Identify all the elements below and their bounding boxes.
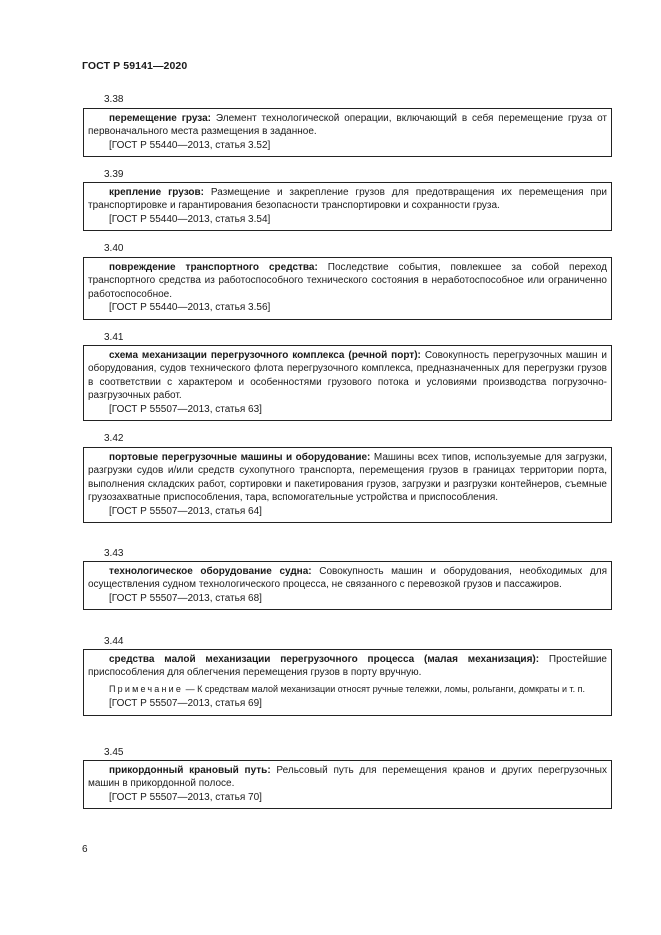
entry-number: 3.41 [104,332,124,343]
term-source: [ГОСТ Р 55507—2013, статья 64] [109,505,262,517]
term-entry [83,108,612,157]
term-entry [83,257,612,320]
term-text: Машины всех типов, используемые для загрузки, разгрузки судов и/или средств сухопутного транспорта, перемещения грузов в границах территории порта, выполнения складских работ, сортировки и пакетирования грузов, загрузки и разгрузки контейнеров, съемные грузозахватные приспособления, тара, вспомогательные устройства и приспособления. [88,452,607,504]
entry-number: 3.38 [104,94,124,105]
term-definition [88,349,607,403]
term-source: [ГОСТ Р 55507—2013, статья 69] [109,698,262,710]
term-source: [ГОСТ Р 55507—2013, статья 70] [109,791,262,803]
term-entry [83,760,612,809]
term-name: схема механизации перегрузочного комплекса (речной порт): [109,350,421,361]
term-source: [ГОСТ Р 55440—2013, статья 3.54] [109,213,271,225]
note-label: Примечание [109,683,184,694]
term-entry [83,182,612,231]
term-name: повреждение транспортного средства: [109,262,318,273]
entry-number: 3.42 [104,433,124,444]
document-header: ГОСТ Р 59141—2020 [82,60,188,72]
term-source: [ГОСТ Р 55507—2013, статья 63] [109,403,262,415]
entry-number: 3.44 [104,636,124,647]
term-entry [83,561,612,610]
entry-number: 3.45 [104,747,124,758]
term-entry [83,345,612,421]
term-text: Рельсовый путь для перемещения кранов и других перегрузочных машин в прикордонной полосе. [88,765,607,790]
term-definition [88,565,607,592]
term-text: Совокупность машин и оборудования, необходимых для осуществления судном технологического процесса, не связанного с перевозкой грузов и пассажиров. [88,566,607,591]
term-source: [ГОСТ Р 55440—2013, статья 3.56] [109,302,271,314]
entry-number: 3.39 [104,169,124,180]
term-text: Простейшие приспособления для облегчения перемещения грузов в порту вручную. [88,654,607,679]
term-name: прикордонный крановый путь: [109,765,271,776]
term-note [88,683,607,696]
term-name: технологическое оборудование судна: [109,566,312,577]
term-name: крепление грузов: [109,187,205,198]
term-definition [88,653,607,680]
term-definition [88,451,607,505]
term-text: Последствие события, повлекшее за собой переход транспортного средства из работоспособного технического состояния в неработоспособное или ограниченно работоспособное. [88,262,607,300]
term-source: [ГОСТ Р 55507—2013, статья 68] [109,592,262,604]
term-definition [88,261,607,301]
term-definition [88,112,607,139]
term-name: перемещение груза: [109,113,212,124]
term-entry [83,447,612,523]
term-text: Совокупность перегрузочных машин и оборудования, судов технического флота перегрузочного комплекса, предназначенных для перегрузки грузов в соответствии с характером и особенностями грузового потока и условиями производства погрузочно-разгрузочных работ. [88,350,608,402]
term-name: портовые перегрузочные машины и оборудование: [109,452,371,463]
entry-number: 3.43 [104,548,124,559]
page-number: 6 [82,844,88,855]
note-text: — К средствам малой механизации относят ручные тележки, ломы, рольганги, домкраты и т. п. [183,683,585,694]
term-name: средства малой механизации перегрузочного процесса (малая механизация): [109,654,540,665]
entry-number: 3.40 [104,243,124,254]
term-text: Размещение и закрепление грузов для предотвращения их перемещения при транспортировке и гарантирования безопасности транспортировки и сохранности груза. [88,187,607,212]
term-entry [83,649,612,716]
term-definition [88,186,607,213]
term-definition [88,764,607,791]
term-text: Элемент технологической операции, включающий в себя перемещение груза от первоначального места размещения в заданное. [88,113,607,138]
term-source: [ГОСТ Р 55440—2013, статья 3.52] [109,139,271,151]
